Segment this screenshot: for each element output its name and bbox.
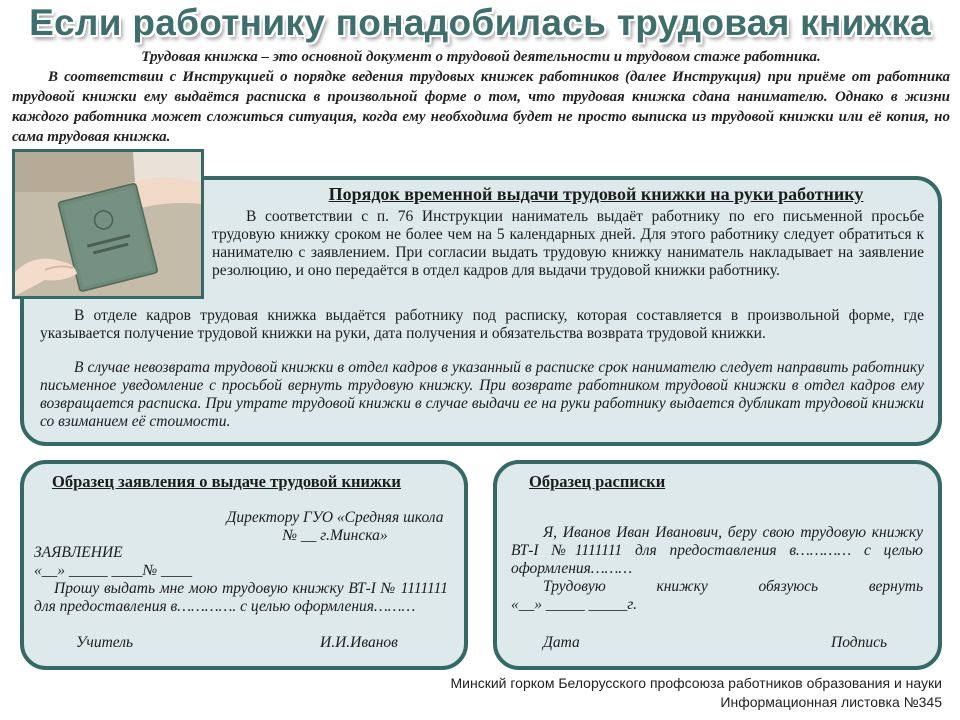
receipt-signature-label: Подпись [831, 634, 888, 651]
procedure-heading: Порядок временной выдачи трудовой книжки на руки работнику [328, 184, 864, 204]
procedure-paragraph-1: В соответствии с п. 76 Инструкции наниматель выдаёт работнику по его письменной просьбе трудовую книжку сроком не более чем на 5 календарных дней. Для этого работнику следует обратиться к нанимателю с заявлением. При согласии выдать трудовую книжку наниматель накладывает на заявление резолюцию, и оно передаётся в отдел кадров для выдачи трудовой книжки работнику. [212, 208, 924, 279]
receipt-sample-heading: Образец расписки [529, 472, 666, 491]
application-addressee: Директору ГУО «Средняя школа № __ г.Минска» [226, 509, 444, 544]
workbook-handover-photo [12, 149, 204, 299]
page-title: Если работнику понадобилась трудовая книжка [29, 2, 931, 43]
application-signer-position: Учитель [76, 634, 134, 651]
application-date-line: «__» _____ ____№ ____ [34, 562, 192, 579]
receipt-text-2: Трудовую книжку обязуюсь вернуть [543, 578, 923, 595]
intro-text [12, 47, 950, 147]
application-doc-title: ЗАЯВЛЕНИЕ [34, 544, 123, 561]
receipt-date-label: Дата [543, 634, 580, 651]
procedure-text-3 [40, 359, 924, 431]
procedure-text-2 [40, 307, 924, 343]
receipt-text-1: Я, Иванов Иван Иванович, беру свою трудовую книжку ВТ-I №1111111 для предоставления в………… с целью оформления……… [511, 524, 923, 577]
application-sample-heading: Образец заявления о выдаче трудовой книжки [52, 472, 401, 491]
footer-organization: Минский горком Белорусского профсоюза работников образования и науки [450, 675, 942, 691]
procedure-paragraph-2: В отделе кадров трудовая книжка выдаётся работнику под расписку, которая составляется в произвольной форме, где указывается получение трудовой книжки на руки, дата получения и обязательства возврата трудовой книжки. [40, 307, 924, 342]
receipt-sample-panel [493, 460, 942, 670]
receipt-text-3: «__» _____ _____г. [511, 596, 637, 613]
application-sample-panel [20, 460, 468, 670]
footer [451, 674, 942, 712]
intro-paragraph-2: В соответствии с Инструкцией о порядке ведения трудовых книжек работников (далее Инструкция) при приёме от работника трудовой книжки ему выдаётся расписка в произвольной форме о том, что трудовая книжка сдана нанимателю. Однако в жизни каждого работника может сложиться ситуация, когда ему необходима будет не просто выписка из трудовой книжки или её копия, но сама трудовая книжка. [12, 69, 950, 145]
intro-paragraph-1: Трудовая книжка – это основной документ о трудовой деятельности и трудовом стаже работника. [141, 49, 821, 65]
application-signer-name: И.И.Иванов [320, 634, 398, 651]
procedure-paragraph-3: В случае невозврата трудовой книжки в отдел кадров в указанный в расписке срок нанимателю следует направить работнику письменное уведомление с просьбой вернуть трудовую книжку. При возврате работником трудовой книжки в отдел кадров ему возвращается расписка. При утрате трудовой книжки в случае выдачи ее на руки работнику выдается дубликат трудовой книжки со взиманием её стоимости. [40, 359, 924, 430]
receipt-text [511, 524, 923, 614]
handover-illustration [15, 152, 201, 296]
application-body: Прошу выдать мне мою трудовую книжку ВТ-I № 1111111 для предоставления в…………. с целью оформления……… [34, 580, 448, 615]
footer-issue-number: Информационная листовка №345 [720, 694, 942, 710]
procedure-text-1 [212, 208, 924, 280]
